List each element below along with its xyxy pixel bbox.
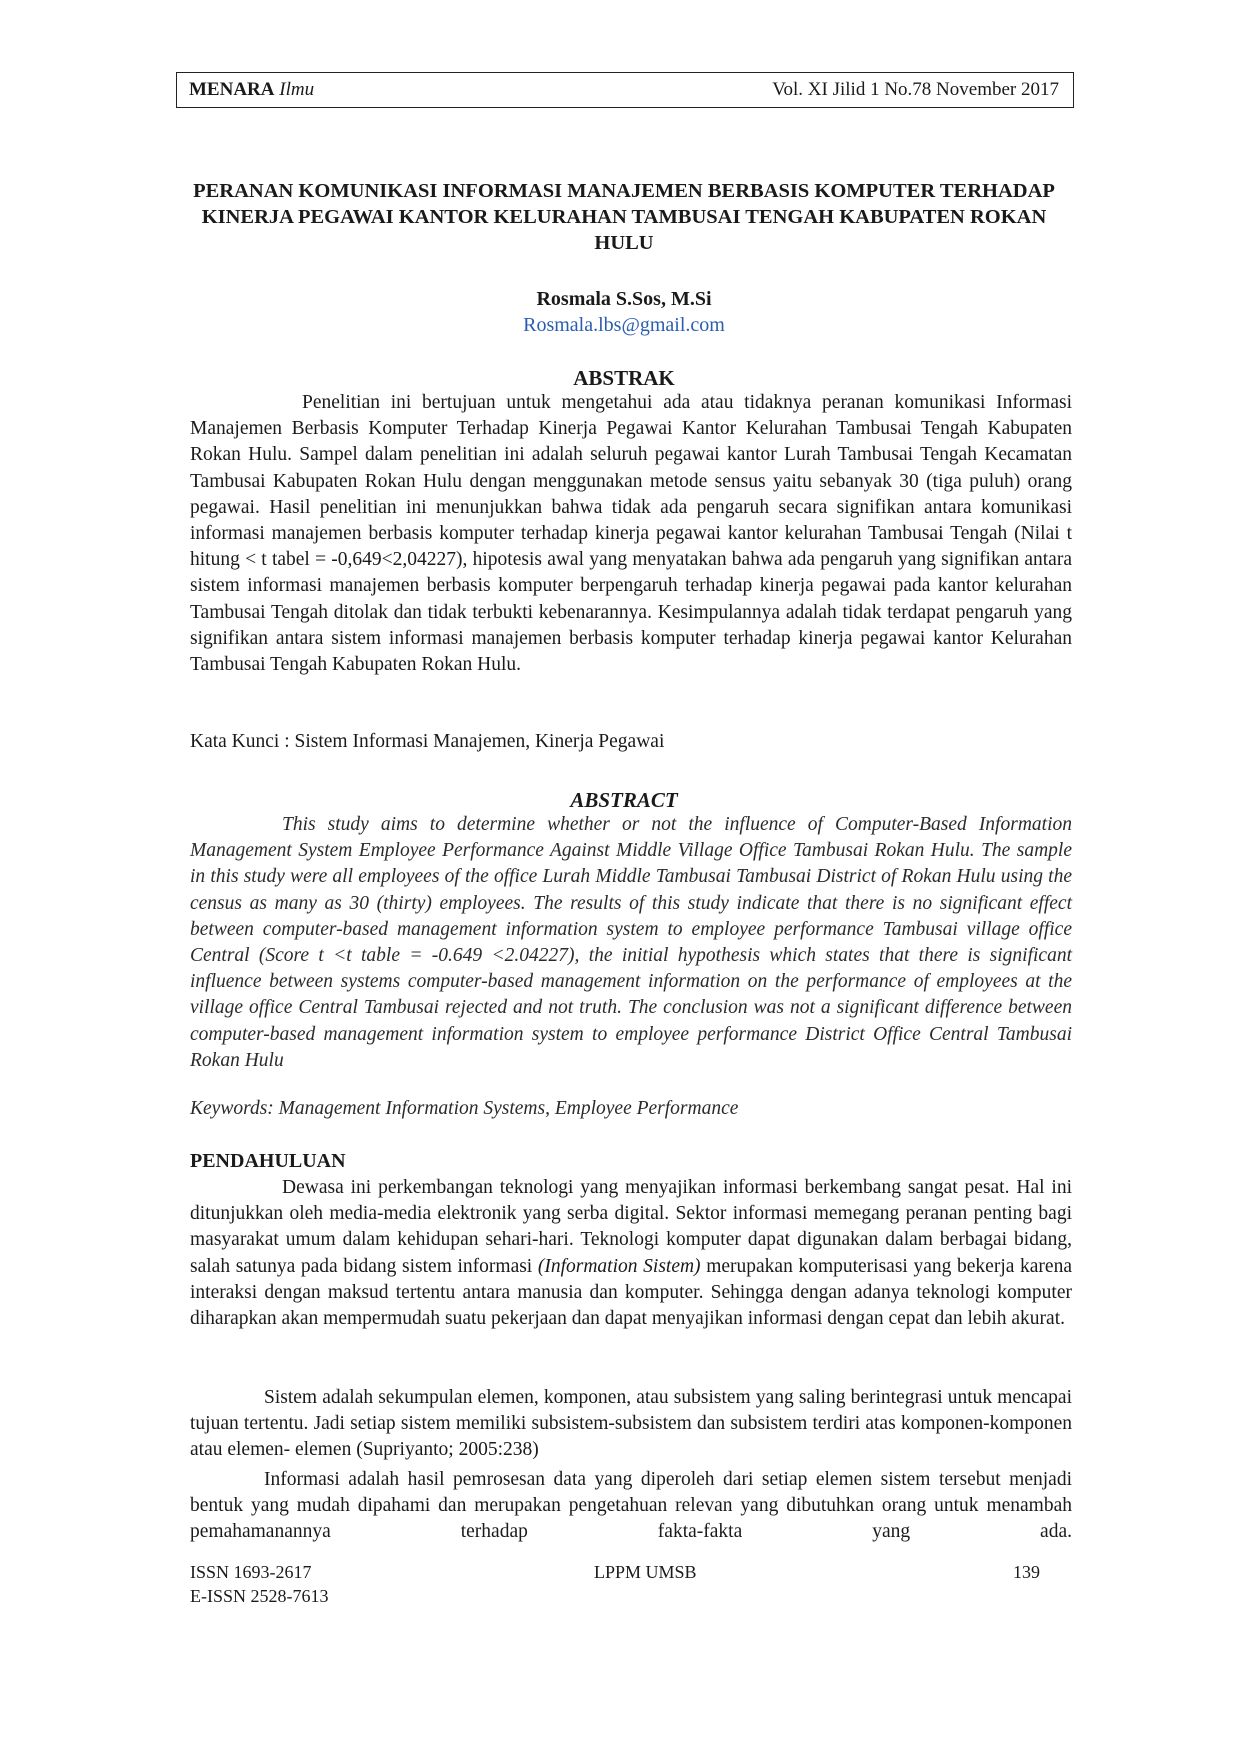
footer-publisher: LPPM UMSB xyxy=(594,1562,697,1582)
pendahuluan-paragraph-3: Informasi adalah hasil pemrosesan data yang diperoleh dari setiap elemen sistem tersebut menjadi bentuk yang mudah dipahami dan merupakan pengetahuan relevan yang dibutuhkan orang untuk menambah pemahamanannya terhadap fakta-fakta yang ada. xyxy=(190,1469,1072,1543)
author-email[interactable]: Rosmala.lbs@gmail.com xyxy=(523,314,725,336)
running-header xyxy=(176,72,1074,108)
abstrak-keywords: Kata Kunci : Sistem Informasi Manajemen, Kinerja Pegawai xyxy=(190,731,665,752)
pendahuluan-paragraph-2: Sistem adalah sekumpulan elemen, komponen, atau subsistem yang saling berintegrasi untuk mencapai tujuan tertentu. Jadi setiap sistem memiliki subsistem-subsistem dan subsistem terdiri atas komponen-komponen atau elemen- elemen (Supriyanto; 2005:238) xyxy=(190,1387,1072,1461)
abstrak-body: Penelitian ini bertujuan untuk mengetahui ada atau tidaknya peranan komunikasi Informasi Manajemen Berbasis Komputer Terhadap Kinerja Pegawai Kantor Kelurahan Tambusai Tengah Kabupaten Rokan Hulu. Sampel dalam penelitian ini adalah seluruh pegawai kantor Lurah Tambusai Tengah Kecamatan Tambusai Kabupaten Rokan Hulu dengan menggunakan metode sensus yaitu sebanyak 30 (tiga puluh) orang pegawai. Hasil penelitian ini menunjukkan bahwa tidak ada pengaruh secara signifikan antara komunikasi informasi manajemen berbasis komputer terhadap kinerja pegawai kantor kelurahan Tambusai Tengah (Nilai t hitung < t tabel = -0,649<2,04227), hipotesis awal yang menyatakan bahwa ada pengaruh yang signifikan antara sistem informasi manajemen berbasis komputer berpengaruh terhadap kinerja pegawai pada kantor kelurahan Tambusai Tengah ditolak dan tidak terbukti kebenarannya. Kesimpulannya adalah tidak terdapat pengaruh yang signifikan antara sistem informasi manajemen berbasis komputer terhadap kinerja pegawai kantor Kelurahan Tambusai Tengah Kabupaten Rokan Hulu. xyxy=(190,392,1072,676)
pendahuluan-paragraph-1: Dewasa ini perkembangan teknologi yang menyajikan informasi berkembang sangat pesat. Hal ini ditunjukkan oleh media-media elektronik yang serba digital. Sektor informasi memegang peranan penting bagi masyarakat umum dalam kehidupan sehari-hari. Teknologi komputer dapat digunakan dalam berbagai bidang, salah satunya pada bidang sistem informasi (Information Sistem) merupakan komputerisasi yang bekerja karena interaksi dengan maksud tertentu antara manusia dan komputer. Sehingga dengan adanya teknologi komputer diharapkan akan mempermudah suatu pekerjaan dan dapat menyajikan informasi dengan cepat dan lebih akurat. xyxy=(190,1177,1072,1330)
footer-eissn: E-ISSN 2528-7613 xyxy=(190,1586,329,1606)
paper-title: PERANAN KOMUNIKASI INFORMASI MANAJEMEN BERBASIS KOMPUTER TERHADAP KINERJA PEGAWAI KANTOR KELURAHAN TAMBUSAI TENGAH KABUPATEN ROKAN HULU xyxy=(193,180,1055,254)
page-number: 139 xyxy=(1013,1562,1040,1582)
abstract-body: This study aims to determine whether or not the influence of Computer-Based Information Management System Employee Performance Against Middle Village Office Tambusai Rokan Hulu. The sample in this study were all employees of the office Lurah Middle Tambusai Tambusai District of Rokan Hulu using the census as many as 30 (thirty) employees. The results of this study indicate that there is no significant effect between computer-based management information system to employee performance Tambusai village office Central (Score t <t table = -0.649 <2.04227), the initial hypothesis which states that there is significant influence between systems computer-based management information on the performance of employees at the village office Central Tambusai rejected and not truth. The conclusion was not a significant difference between computer-based management information system to employee performance District Office Central Tambusai Rokan Hulu xyxy=(190,814,1072,1071)
journal-name: MENARA Ilmu xyxy=(189,79,315,100)
abstract-heading: ABSTRACT xyxy=(570,788,678,812)
footer-issn: ISSN 1693-2617 xyxy=(190,1562,312,1582)
pendahuluan-heading: PENDAHULUAN xyxy=(190,1150,346,1172)
abstract-keywords: Keywords: Management Information Systems, Employee Performance xyxy=(190,1098,739,1119)
abstrak-heading: ABSTRAK xyxy=(573,366,675,390)
author-name: Rosmala S.Sos, M.Si xyxy=(536,288,712,310)
page-footer xyxy=(190,1560,1040,1608)
journal-volume: Vol. XI Jilid 1 No.78 November 2017 xyxy=(772,79,1059,100)
